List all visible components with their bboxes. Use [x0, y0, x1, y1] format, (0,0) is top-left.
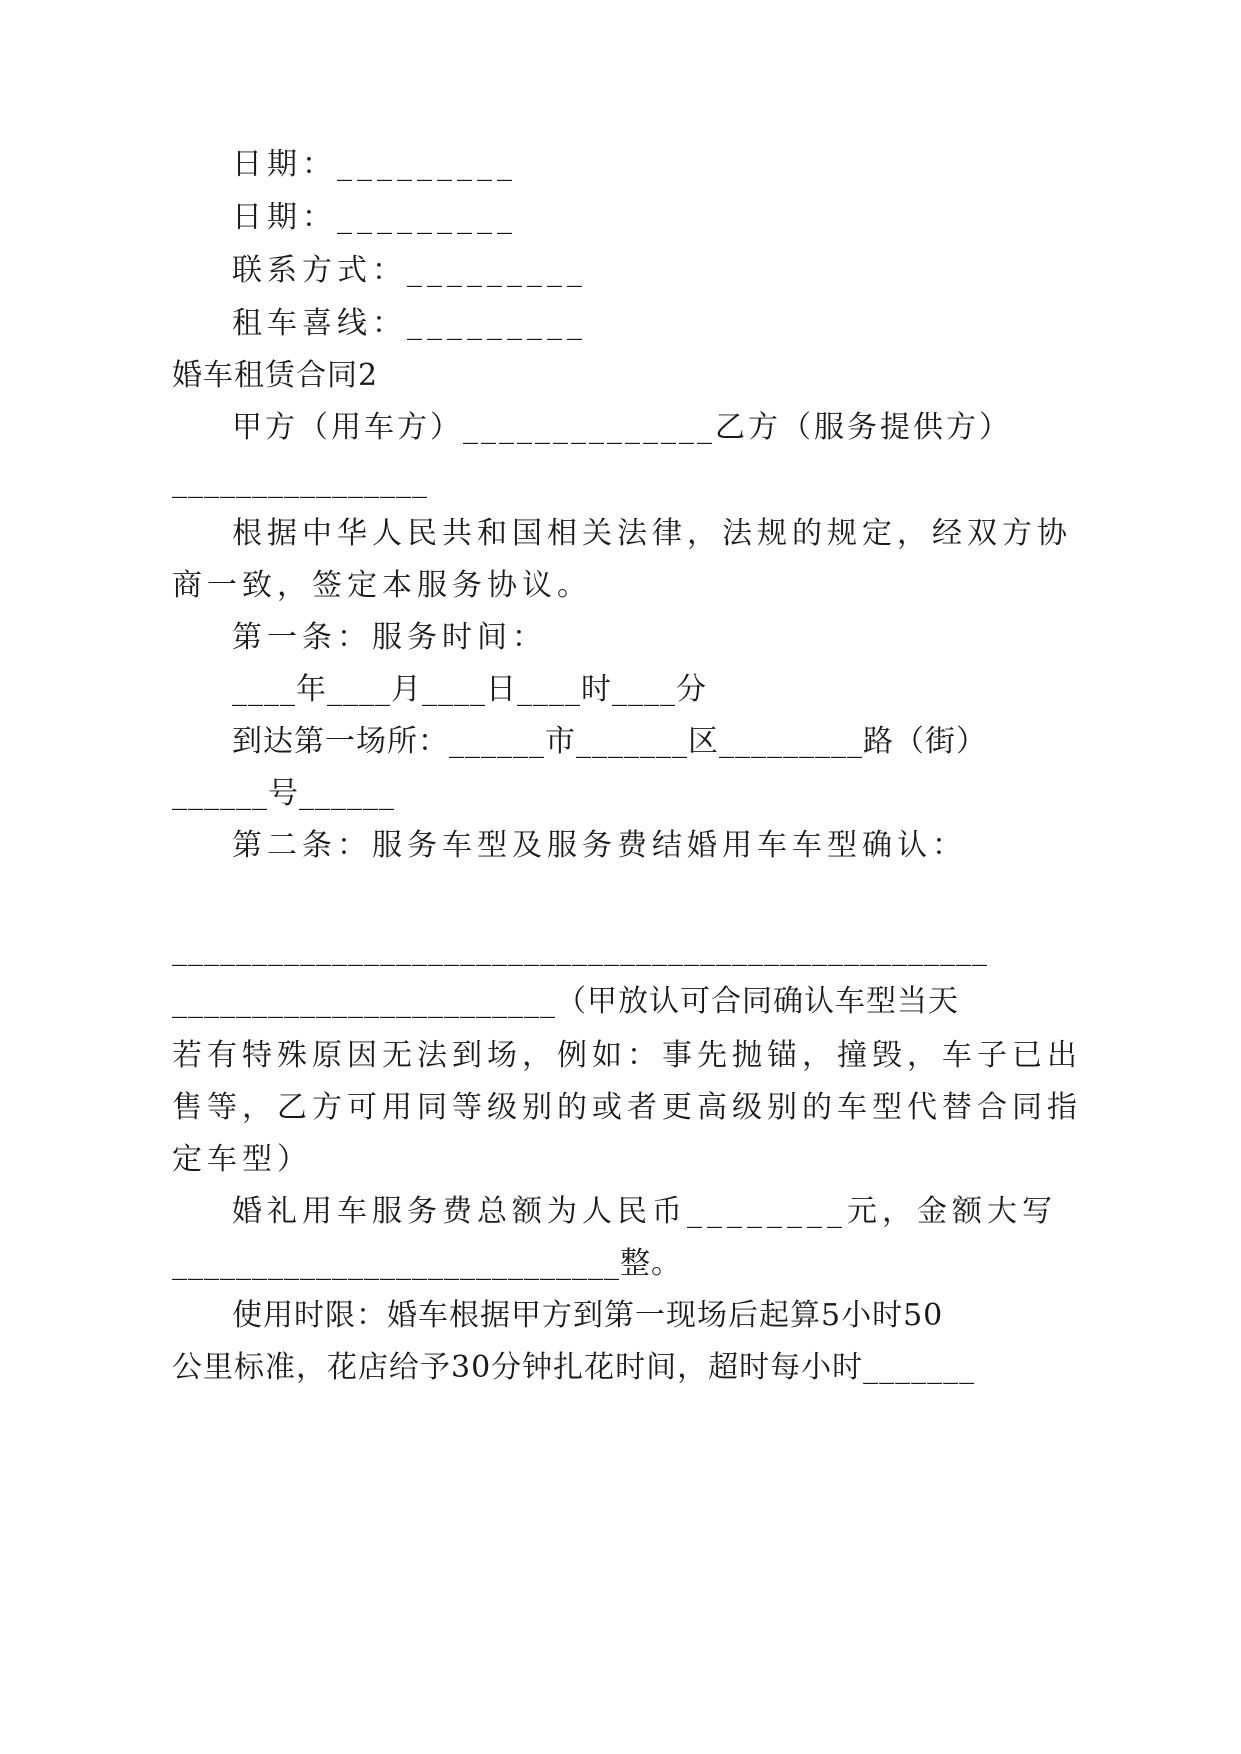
usage-limit-line-2: 公里标准，花店给予30分钟扎花时间，超时每小时_______ [172, 1350, 976, 1385]
paragraph-legal-basis-2: 商一致，签定本服务协议。 [172, 568, 592, 603]
contract-title: 婚车租赁合同2 [172, 358, 379, 393]
contact-line: 联系方式：_________ [232, 253, 587, 288]
fee-line-1: 婚礼用车服务费总额为人民币________元，金额大写 [232, 1194, 1057, 1229]
article-2-heading: 第二条：服务车型及服务费结婚用车车型确认： [232, 828, 967, 863]
house-number-line: ______号______ [172, 776, 395, 811]
vehicle-note-line-4: 定车型） [172, 1142, 312, 1177]
paragraph-legal-basis-1: 根据中华人民共和国相关法律，法规的规定，经双方协 [232, 516, 1072, 551]
date-line-2: 日期：_________ [232, 200, 517, 235]
party-b-blank-line: ________________ [172, 464, 428, 499]
date-line-1: 日期：_________ [232, 147, 517, 182]
vehicle-blank-line: ___________________________________________________ [172, 932, 988, 967]
party-line: 甲方（用车方）______________乙方（服务提供方） [232, 410, 1012, 445]
usage-limit-line-1: 使用时限：婚车根据甲方到第一现场后起算5小时50 [232, 1298, 944, 1333]
rental-hotline-line: 租车喜线：_________ [232, 306, 587, 341]
vehicle-note-line-3: 售等，乙方可用同等级别的或者更高级别的车型代替合同指 [172, 1090, 1082, 1125]
article-1-heading: 第一条：服务时间： [232, 620, 547, 655]
fee-line-2: ____________________________整。 [172, 1246, 682, 1281]
first-location-line: 到达第一场所：______市_______区_________路（街） [232, 724, 987, 759]
vehicle-note-line-2: 若有特殊原因无法到场，例如：事先抛锚，撞毁，车子已出 [172, 1038, 1082, 1073]
service-time-line: ____年____月____日____时____分 [232, 672, 707, 707]
vehicle-note-line-1: ________________________（甲放认可合同确认车型当天 [172, 984, 959, 1019]
